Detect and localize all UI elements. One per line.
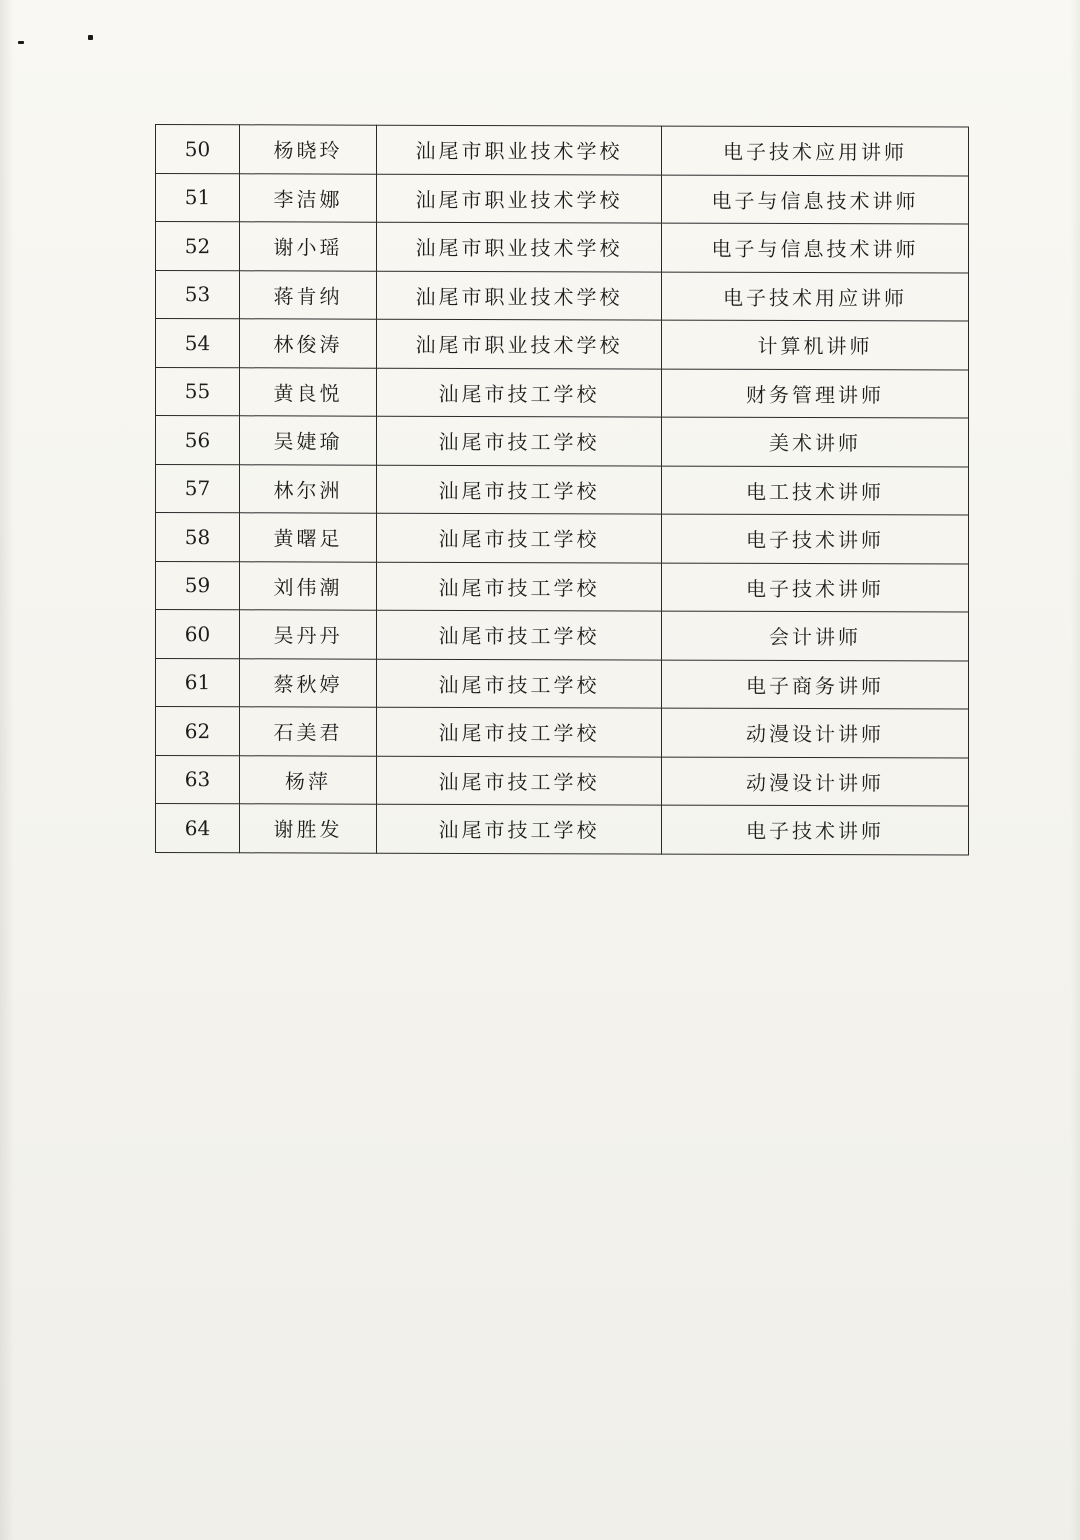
- name-cell: 杨晓玲: [240, 125, 377, 174]
- row-number-cell: 60: [156, 610, 240, 659]
- roster-table: [155, 124, 969, 855]
- row-number-cell: 52: [156, 222, 240, 271]
- school-cell: 汕尾市技工学校: [377, 707, 662, 756]
- scan-speck: [88, 35, 93, 40]
- table-row: [156, 367, 969, 418]
- name-cell: 蒋肯纳: [240, 270, 377, 319]
- school-cell: 汕尾市技工学校: [377, 368, 662, 417]
- row-number-cell: 64: [156, 804, 240, 853]
- title-cell: 电子技术讲师: [662, 514, 969, 563]
- title-cell: 财务管理讲师: [662, 369, 969, 418]
- school-cell: 汕尾市技工学校: [377, 562, 662, 611]
- row-number-cell: 55: [156, 367, 240, 416]
- row-number-cell: 61: [156, 658, 240, 707]
- name-cell: 吴婕瑜: [240, 416, 377, 465]
- roster-table-container: [155, 124, 968, 855]
- title-cell: 美术讲师: [662, 417, 969, 466]
- school-cell: 汕尾市技工学校: [377, 416, 662, 465]
- table-row: [156, 804, 969, 855]
- name-cell: 李洁娜: [240, 173, 377, 222]
- row-number-cell: 50: [156, 125, 240, 174]
- name-cell: 杨萍: [240, 755, 377, 804]
- row-number-cell: 57: [156, 464, 240, 513]
- name-cell: 林尔洲: [240, 464, 377, 513]
- school-cell: 汕尾市技工学校: [377, 610, 662, 659]
- table-row: [156, 125, 969, 176]
- row-number-cell: 51: [156, 173, 240, 222]
- table-row: [156, 319, 969, 370]
- name-cell: 谢胜发: [240, 804, 377, 853]
- school-cell: 汕尾市技工学校: [377, 465, 662, 514]
- name-cell: 谢小瑶: [240, 222, 377, 271]
- name-cell: 吴丹丹: [240, 610, 377, 659]
- title-cell: 电子技术应用讲师: [662, 126, 969, 175]
- title-cell: 电工技术讲师: [662, 466, 969, 515]
- name-cell: 黄曙足: [240, 513, 377, 562]
- table-row: [156, 270, 969, 321]
- table-row: [156, 416, 969, 467]
- school-cell: 汕尾市技工学校: [377, 756, 662, 805]
- row-number-cell: 62: [156, 707, 240, 756]
- row-number-cell: 56: [156, 416, 240, 465]
- table-row: [156, 513, 969, 564]
- row-number-cell: 59: [156, 561, 240, 610]
- name-cell: 刘伟潮: [240, 561, 377, 610]
- school-cell: 汕尾市职业技术学校: [377, 222, 662, 271]
- school-cell: 汕尾市职业技术学校: [377, 271, 662, 320]
- table-row: [156, 561, 969, 612]
- table-row: [156, 707, 969, 758]
- school-cell: 汕尾市技工学校: [377, 804, 662, 853]
- scan-speck: [18, 41, 24, 44]
- title-cell: 动漫设计讲师: [662, 757, 969, 806]
- school-cell: 汕尾市职业技术学校: [377, 174, 662, 223]
- title-cell: 电子与信息技术讲师: [662, 175, 969, 224]
- school-cell: 汕尾市技工学校: [377, 659, 662, 708]
- table-row: [156, 755, 969, 806]
- title-cell: 电子技术讲师: [662, 563, 969, 612]
- row-number-cell: 53: [156, 270, 240, 319]
- table-row: [156, 464, 969, 515]
- name-cell: 石美君: [240, 707, 377, 756]
- school-cell: 汕尾市技工学校: [377, 513, 662, 562]
- title-cell: 电子技术讲师: [662, 805, 969, 854]
- roster-table-body: [156, 125, 969, 855]
- name-cell: 黄良悦: [240, 367, 377, 416]
- table-row: [156, 610, 969, 661]
- title-cell: 电子技术用应讲师: [662, 272, 969, 321]
- school-cell: 汕尾市职业技术学校: [377, 319, 662, 368]
- title-cell: 电子商务讲师: [662, 660, 969, 709]
- school-cell: 汕尾市职业技术学校: [377, 125, 662, 174]
- table-row: [156, 658, 969, 709]
- row-number-cell: 63: [156, 755, 240, 804]
- table-row: [156, 222, 969, 273]
- page-edge-shadow-left: [0, 0, 14, 1540]
- row-number-cell: 58: [156, 513, 240, 562]
- name-cell: 林俊涛: [240, 319, 377, 368]
- title-cell: 计算机讲师: [662, 320, 969, 369]
- page-edge-shadow-right: [1070, 0, 1080, 1540]
- row-number-cell: 54: [156, 319, 240, 368]
- title-cell: 动漫设计讲师: [662, 708, 969, 757]
- title-cell: 会计讲师: [662, 611, 969, 660]
- table-row: [156, 173, 969, 224]
- name-cell: 蔡秋婷: [240, 658, 377, 707]
- title-cell: 电子与信息技术讲师: [662, 223, 969, 272]
